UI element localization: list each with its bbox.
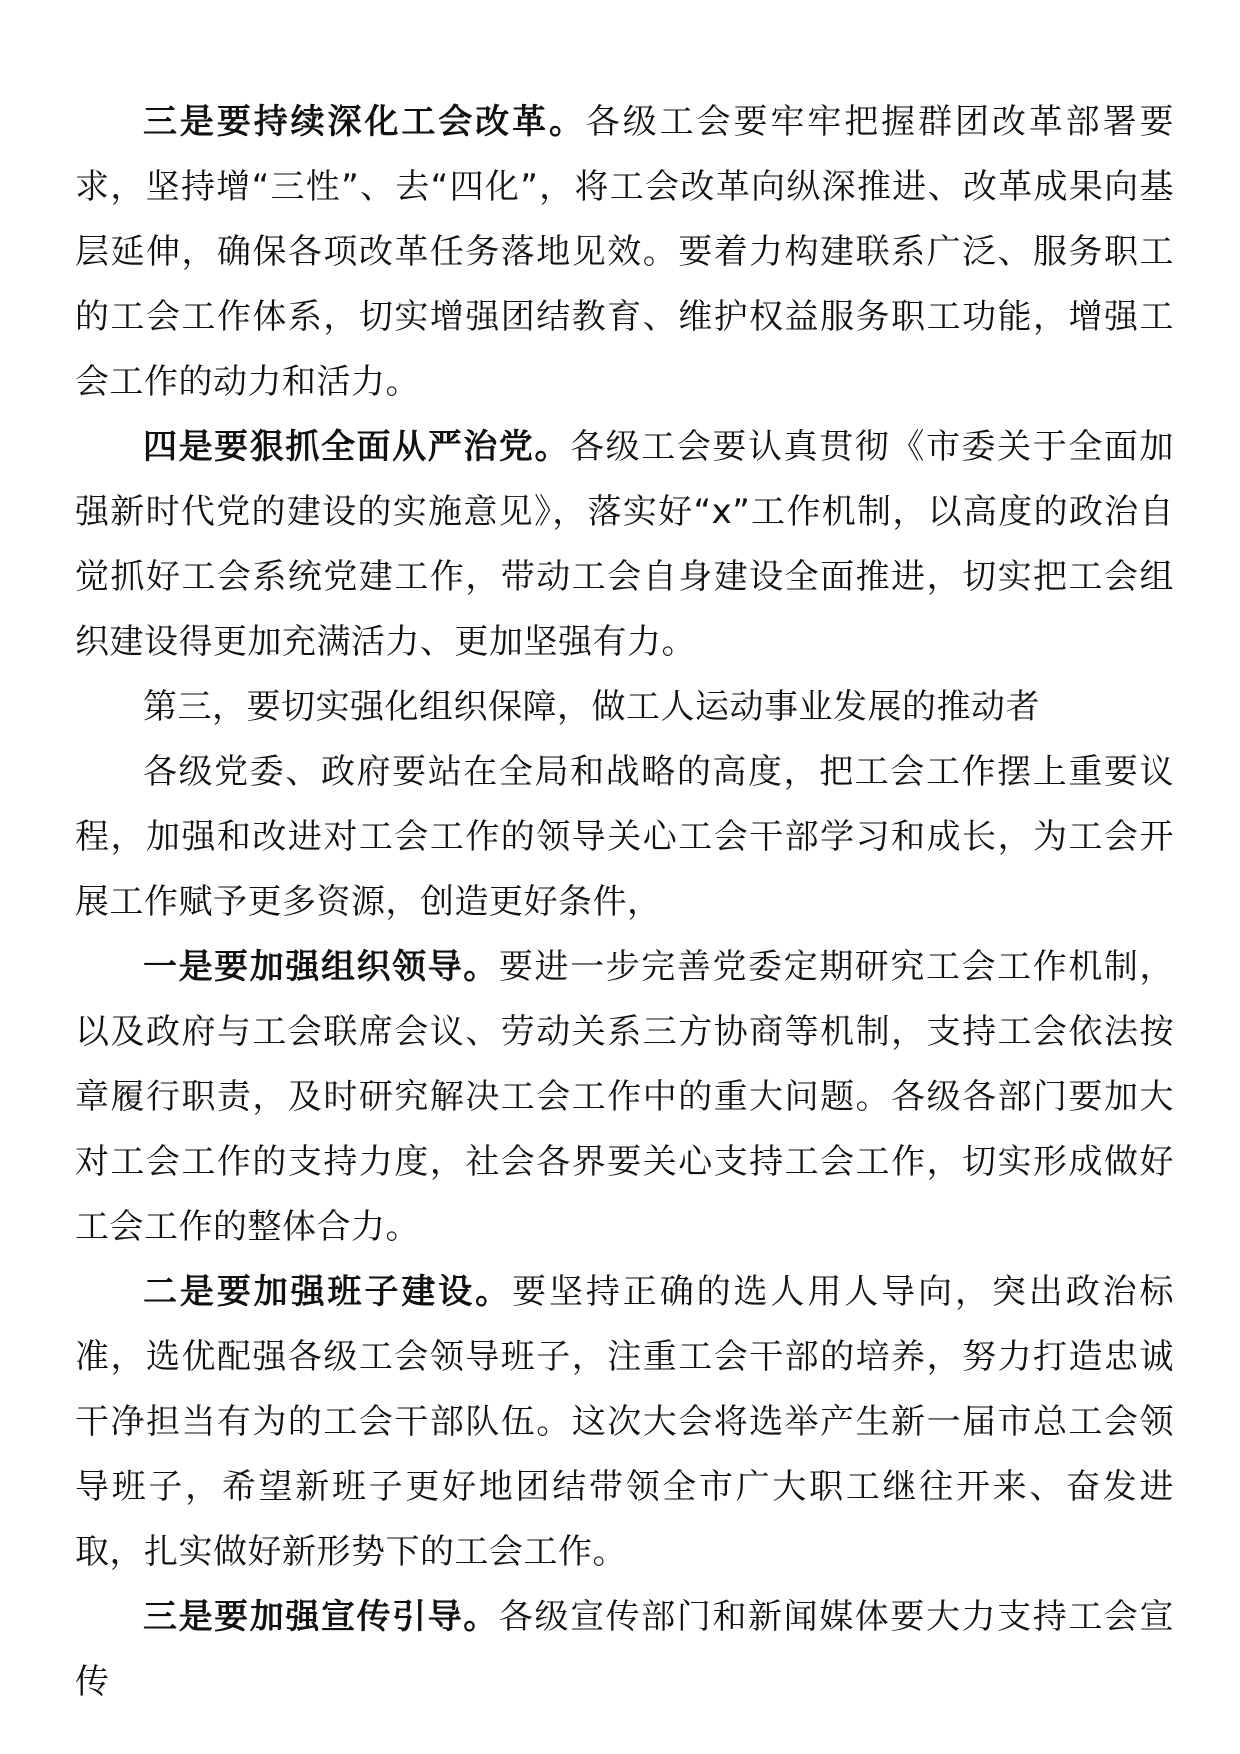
paragraph-reform (75, 90, 1174, 415)
paragraph-lead: 四是要狠抓全面从严治党。 (143, 427, 571, 467)
paragraph-text: 各级工会要牢牢把握群团改革部署要求，坚持增“三性”、去“四化”，将工会改革向纵深推进、改革成果向基层延伸，确保各项改革任务落地见效。要着力构建联系广泛、服务职工的工会工作体系，切实增强团结教育、维护权益服务职工功能，增强工会工作的动力和活力。 (75, 102, 1175, 402)
paragraph-text: 各级工会要认真贯彻《市委关于全面加强新时代党的建设的实施意见》，落实好“x”工作机制，以高度的政治自觉抓好工会系统党建工作，带动工会自身建设全面推进，切实把工会组织建设得更加充满活力、更加坚强有力。 (75, 427, 1175, 662)
section-heading: 第三，要切实强化组织保障，做工人运动事业发展的推动者 (143, 687, 1040, 727)
paragraph-leadership (75, 1260, 1174, 1585)
paragraph-lead: 二是要加强班子建设。 (143, 1272, 513, 1312)
paragraph-text: 各级宣传部门和新闻媒体要大力支持工会宣传 (75, 1597, 1175, 1702)
paragraph-publicity (75, 1585, 1174, 1715)
paragraph-text: 要坚持正确的选人用人导向，突出政治标准，选优配强各级工会领导班子，注重工会干部的培养，努力打造忠诚干净担当有为的工会干部队伍。这次大会将选举产生新一届市总工会领导班子，希望新班子更好地团结带领全市广大职工继往开来、奋发进取，扎实做好新形势下的工会工作。 (75, 1272, 1175, 1572)
paragraph-text: 要进一步完善党委定期研究工会工作机制，以及政府与工会联席会议、劳动关系三方协商等机制，支持工会依法按章履行职责，及时研究解决工会工作中的重大问题。各级各部门要加大对工会工作的支持力度，社会各界要关心支持工会工作，切实形成做好工会工作的整体合力。 (75, 947, 1175, 1247)
paragraph-lead: 三是要加强宣传引导。 (143, 1597, 499, 1637)
paragraph-organization (75, 935, 1174, 1260)
paragraph-text: 各级党委、政府要站在全局和战略的高度，把工会工作摆上重要议程，加强和改进对工会工作的领导关心工会干部学习和成长，为工会开展工作赋予更多资源，创造更好条件， (75, 752, 1174, 922)
paragraph-lead: 一是要加强组织领导。 (143, 947, 499, 987)
paragraph-intro (75, 740, 1174, 935)
paragraph-party-discipline (75, 415, 1174, 675)
paragraph-lead: 三是要持续深化工会改革。 (143, 102, 586, 142)
